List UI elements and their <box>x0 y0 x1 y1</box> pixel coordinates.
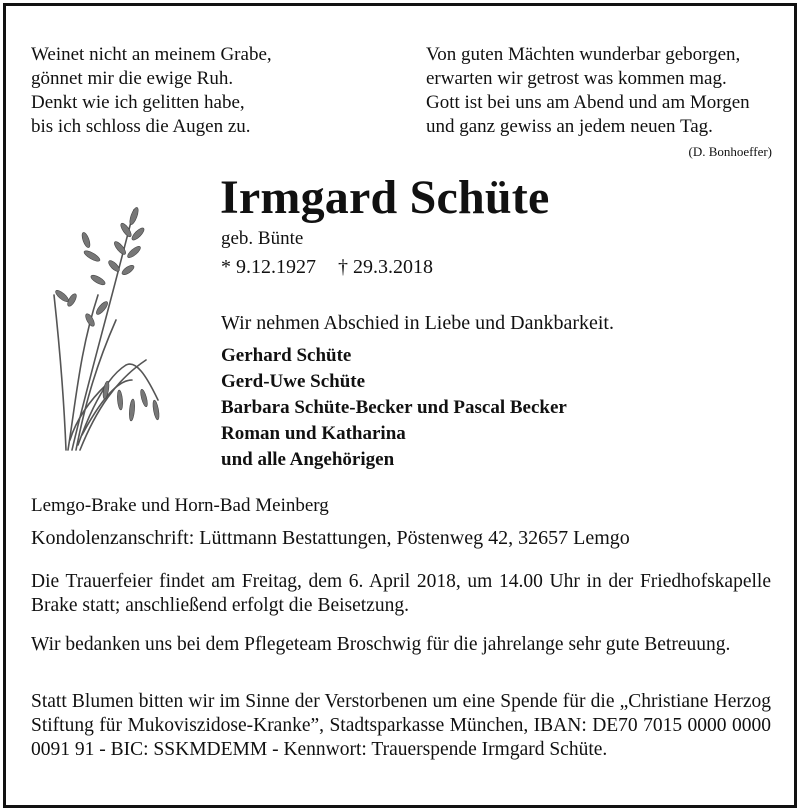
birth-date: * 9.12.1927 <box>221 256 316 278</box>
poem-left-line: gönnet mir die ewige Ruh. <box>31 68 234 89</box>
place-line: Lemgo-Brake und Horn-Bad Meinberg <box>31 495 329 516</box>
poem-left <box>31 43 272 139</box>
deceased-name: Irmgard Schüte <box>220 171 550 224</box>
poem-right-line: Von guten Mächten wunderbar geborgen, <box>426 44 741 65</box>
mourner-name: Roman und Katharina <box>221 423 406 444</box>
maiden-name: geb. Bünte <box>221 228 304 249</box>
poem-right <box>426 43 750 139</box>
farewell-text: Wir nehmen Abschied in Liebe und Dankbarkeit. <box>221 312 614 334</box>
condolence-address: Kondolenzanschrift: Lüttmann Bestattungen, Pöstenweg 42, 32657 Lemgo <box>31 527 630 549</box>
poem-right-line: Gott ist bei uns am Abend und am Morgen <box>426 92 750 113</box>
death-date: † 29.3.2018 <box>338 256 433 278</box>
poem-left-line: Denkt wie ich gelitten habe, <box>31 92 245 113</box>
poem-right-line: erwarten wir getrost was kommen mag. <box>426 68 727 89</box>
life-dates <box>221 256 433 279</box>
mourners-list <box>221 343 567 473</box>
mourner-name: Gerhard Schüte <box>221 345 352 366</box>
donation-paragraph: Statt Blumen bitten wir im Sinne der Verstorbenen um eine Spende für die „Christiane Herzog Stiftung für Mukoviszidose-Kranke”, Stadtsparkasse München, IBAN: DE70 7015 0000 0000 0091 91 - BIC: SSKMDEMM - Kennwort: Trauerspende Irmgard Schüte. <box>31 691 771 760</box>
funeral-info-paragraph: Die Trauerfeier findet am Freitag, dem 6. April 2018, um 14.00 Uhr in der Friedhofskapelle Brake statt; anschließend erfolgt die Beisetzung. <box>31 571 771 616</box>
grass-illustration-icon <box>46 200 176 460</box>
thanks-paragraph: Wir bedanken uns bei dem Pflegeteam Broschwig für die jahrelange sehr gute Betreuung. <box>31 634 731 655</box>
mourner-name: Gerd-Uwe Schüte <box>221 371 366 392</box>
poem-attribution: (D. Bonhoeffer) <box>688 144 772 159</box>
poem-right-line: und ganz gewiss an jedem neuen Tag. <box>426 116 713 137</box>
mourner-name: Barbara Schüte-Becker und Pascal Becker <box>221 397 567 418</box>
poem-left-line: Weinet nicht an meinem Grabe, <box>31 44 272 65</box>
poem-left-line: bis ich schloss die Augen zu. <box>31 116 251 137</box>
mourner-name: und alle Angehörigen <box>221 449 395 470</box>
